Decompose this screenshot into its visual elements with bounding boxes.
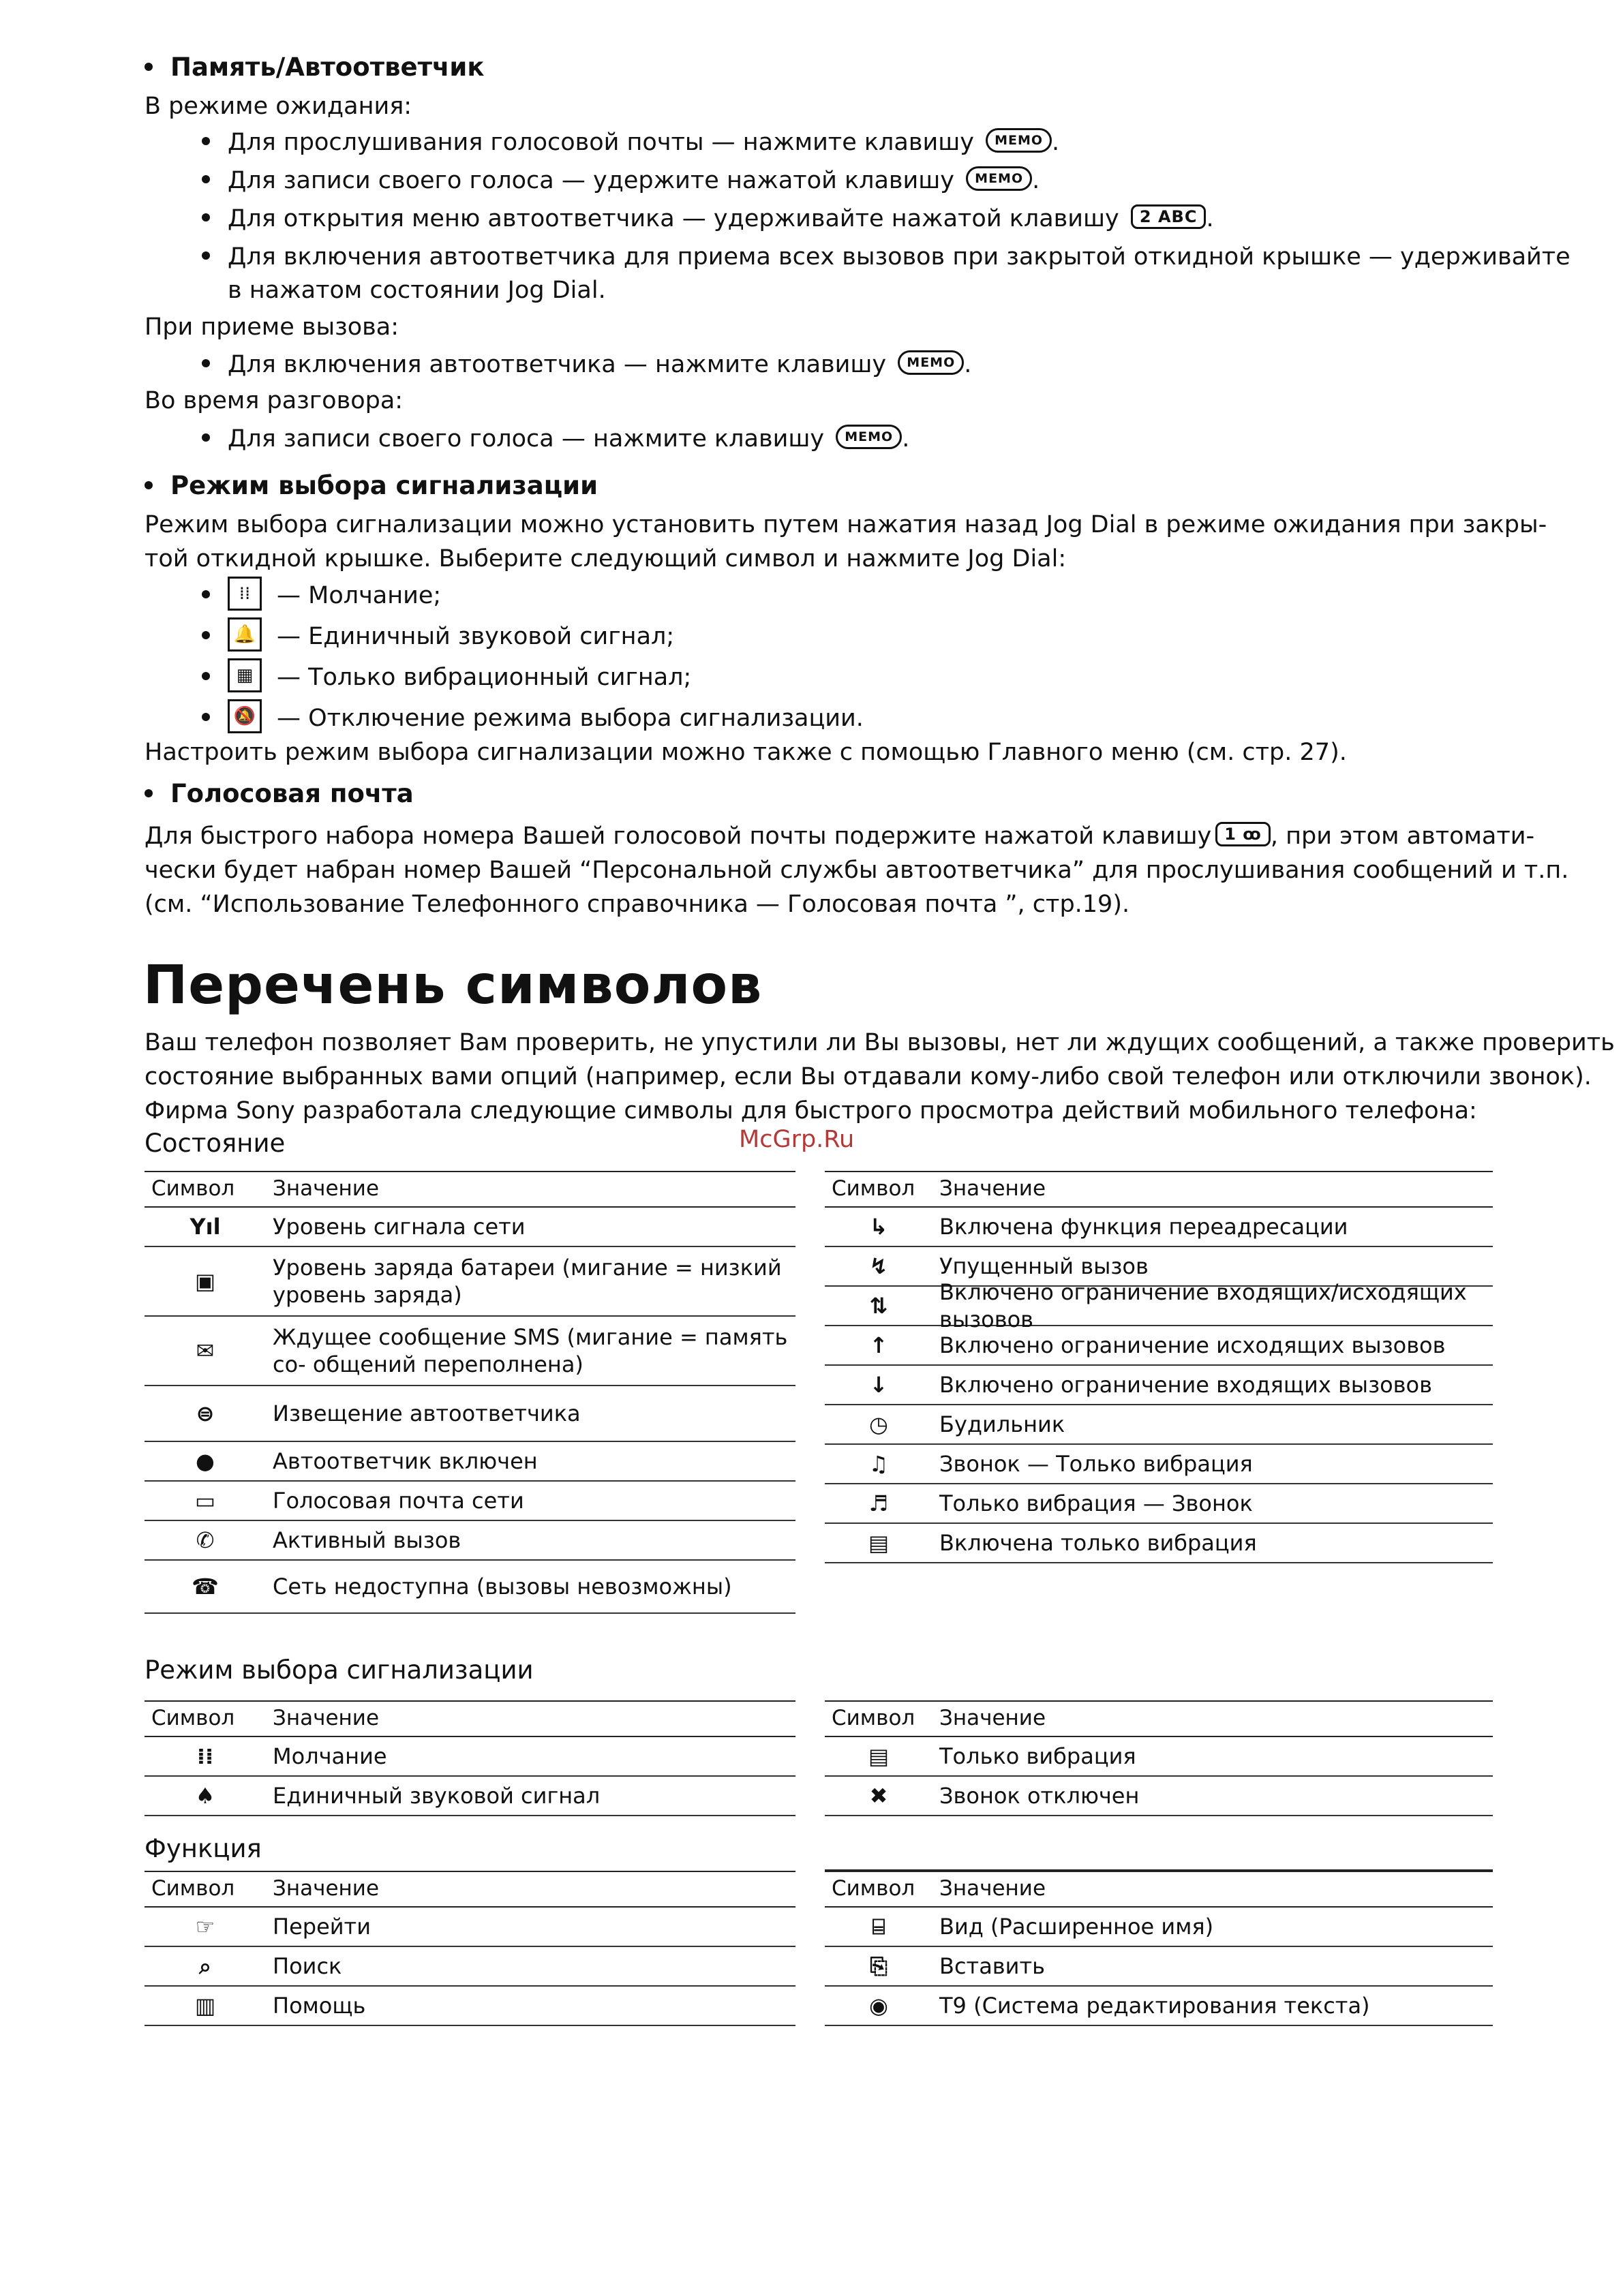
active-call-icon: ✆	[196, 1527, 215, 1553]
table-row	[825, 1326, 1493, 1366]
column-header-symbol: Символ	[151, 1706, 235, 1730]
symbol-meaning: Включено ограничение входящих вызовов	[939, 1372, 1432, 1398]
key-2abc-icon: 2 ABC	[1131, 204, 1207, 229]
alarm-icon: ◷	[869, 1411, 888, 1437]
vibrate-only-icon: ▦	[228, 658, 262, 692]
vibrate-on-icon: ▤	[868, 1530, 890, 1556]
key-1-voicemail-icon: 1 ꝏ	[1215, 822, 1271, 846]
alert-off-icon: 🔕	[228, 699, 262, 733]
silent-icon: ⁞⁞	[228, 577, 262, 611]
silent-icon: ⁞⁞	[196, 1743, 214, 1769]
table-row	[145, 1561, 795, 1614]
symbols-intro-3: Фирма Sony разработала следующие символы для быстрого просмотра действий мобильного телефона:	[145, 1097, 1477, 1124]
no-network-icon: ☎	[192, 1574, 219, 1599]
call-label: При приеме вызова:	[145, 313, 399, 341]
symbol-meaning: Звонок — Только вибрация	[939, 1451, 1253, 1477]
column-header-meaning: Значение	[939, 1176, 1046, 1201]
symbol-meaning: Молчание	[273, 1743, 387, 1769]
mode-table-left	[145, 1700, 795, 1816]
standby-item-2: Для записи своего голоса — удержите нажатой клавишу MEMO .	[202, 166, 1040, 196]
symbol-meaning: Уровень заряда батареи (мигание = низкий уровень заряда)	[273, 1255, 782, 1308]
function-table-right	[825, 1871, 1493, 2026]
insert-icon: ⎘	[870, 1953, 888, 1979]
search-icon: ⌕	[199, 1953, 211, 1979]
memo-key-icon: MEMO	[986, 128, 1052, 153]
table-row	[145, 1777, 795, 1816]
column-header-meaning: Значение	[939, 1706, 1046, 1730]
symbol-meaning: Извещение автоответчика	[273, 1400, 581, 1426]
column-header-meaning: Значение	[273, 1706, 380, 1730]
column-header-symbol: Символ	[832, 1706, 915, 1730]
symbol-meaning: Уровень сигнала сети	[273, 1214, 526, 1240]
memo-key-icon: MEMO	[836, 425, 902, 449]
symbol-meaning: Упущенный вызов	[939, 1253, 1149, 1279]
alert-mode-item-beep: 🔔 — Единичный звуковой сигнал;	[202, 620, 674, 654]
standby-item-4: Для включения автоответчика для приема всех вызовов при закрытой откидной крышке — удерживайте	[202, 242, 1571, 272]
table-row	[145, 1247, 795, 1317]
symbol-meaning: Только вибрация	[939, 1743, 1136, 1769]
column-header-symbol: Символ	[832, 1176, 915, 1201]
table-header	[145, 1171, 795, 1208]
table-header	[825, 1700, 1493, 1737]
symbol-meaning: Будильник	[939, 1411, 1065, 1437]
talk-label: Во время разговора:	[145, 387, 404, 414]
alert-mode-item-off: 🔕 — Отключение режима выбора сигнализации.	[202, 702, 864, 736]
battery-icon: ▣	[194, 1268, 216, 1294]
table-row	[145, 1386, 795, 1442]
table-row	[145, 1208, 795, 1247]
envelope-icon: ✉	[196, 1338, 215, 1364]
vibrate-then-ring-icon: ♬	[868, 1490, 889, 1516]
ring-then-vibrate-icon: ♫	[868, 1451, 889, 1477]
table-header	[145, 1871, 795, 1908]
symbol-meaning: Активный вызов	[273, 1527, 461, 1553]
status-table-right	[825, 1171, 1493, 1563]
go-to-icon: ☞	[195, 1914, 215, 1940]
mode-table-right	[825, 1700, 1493, 1816]
alert-mode-para-1: Режим выбора сигнализации можно установить путем нажатия назад Jog Dial в режиме ожидания при закры-	[145, 511, 1547, 538]
table-row	[825, 1947, 1493, 1987]
mode-label: Режим выбора сигнализации	[145, 1655, 534, 1685]
standby-item-4-line2: в нажатом состоянии Jog Dial.	[228, 277, 606, 304]
symbol-meaning: Звонок отключен	[939, 1783, 1140, 1809]
table-row	[825, 1366, 1493, 1405]
symbols-intro-2: состояние выбранных вами опций (например, если Вы отдавали кому-либо свой телефон или отключили звонок).	[145, 1063, 1592, 1090]
voicemail-heading: Голосовая почта	[145, 778, 414, 810]
table-row	[825, 1777, 1493, 1816]
table-row	[145, 1442, 795, 1482]
standby-item-1: Для прослушивания голосовой почты — нажмите клавишу MEMO .	[202, 127, 1059, 157]
symbol-meaning: Сеть недоступна (вызовы невозможны)	[273, 1574, 732, 1599]
table-header	[825, 1871, 1493, 1908]
bar-outgoing-icon: ↑	[869, 1332, 888, 1358]
column-header-meaning: Значение	[273, 1876, 380, 1901]
table-row	[825, 1524, 1493, 1563]
memory-heading: Память/Автоответчик	[145, 52, 484, 83]
symbols-intro-1: Ваш телефон позволяет Вам проверить, не упустили ли Вы вызовы, нет ли ждущих сообщений, а также проверить	[145, 1029, 1615, 1056]
view-extended-icon: ⌸	[872, 1913, 885, 1940]
symbol-meaning: Вставить	[939, 1953, 1045, 1979]
symbol-meaning: Ждущее сообщение SMS (мигание = память со- общений переполнена)	[273, 1324, 788, 1377]
table-row	[145, 1987, 795, 2026]
standby-item-3: Для открытия меню автоответчика — удерживайте нажатой клавишу 2 ABC .	[202, 204, 1214, 234]
single-beep-icon: 🔔	[228, 617, 262, 652]
table-row	[145, 1737, 795, 1777]
column-header-meaning: Значение	[273, 1176, 380, 1201]
call-item: Для включения автоответчика — нажмите клавишу MEMO .	[202, 350, 971, 380]
symbol-meaning: Включена только вибрация	[939, 1530, 1257, 1556]
bar-all-icon: ⇅	[869, 1293, 888, 1319]
alert-mode-para-2: той откидной крышке. Выберите следующий символ и нажмите Jog Dial:	[145, 545, 1067, 572]
symbol-meaning: Единичный звуковой сигнал	[273, 1783, 601, 1809]
single-beep-icon: ♠	[195, 1783, 215, 1809]
table-row	[825, 1987, 1493, 2026]
table-row	[825, 1445, 1493, 1484]
alert-mode-heading: Режим выбора сигнализации	[145, 470, 598, 502]
table-row	[825, 1279, 1493, 1332]
answering-on-icon: ●	[196, 1448, 215, 1474]
table-header	[145, 1700, 795, 1737]
table-row	[145, 1482, 795, 1521]
table-row	[825, 1737, 1493, 1777]
alert-mode-item-silent: ⁞⁞ — Молчание;	[202, 579, 441, 613]
symbol-meaning: Автоответчик включен	[273, 1448, 538, 1474]
column-header-symbol: Символ	[151, 1176, 235, 1201]
alert-mode-footer: Настроить режим выбора сигнализации можно также с помощью Главного меню (см. стр. 27).	[145, 739, 1347, 766]
ring-off-icon: ✖	[869, 1783, 888, 1809]
column-header-meaning: Значение	[939, 1876, 1046, 1901]
alert-mode-item-vibrate: ▦ — Только вибрационный сигнал;	[202, 661, 691, 695]
function-table-left	[145, 1871, 795, 2026]
symbol-meaning: Голосовая почта сети	[273, 1488, 524, 1514]
symbol-meaning: Только вибрация — Звонок	[939, 1490, 1253, 1516]
column-header-symbol: Символ	[151, 1876, 235, 1901]
symbol-meaning: Включено ограничение исходящих вызовов	[939, 1332, 1446, 1358]
symbol-meaning: Вид (Расширенное имя)	[939, 1914, 1214, 1940]
voicemail-line-1: Для быстрого набора номера Вашей голосовой почты подержите нажатой клавишу 1 ꝏ , при этом автомати-	[145, 823, 1535, 850]
memo-key-icon: MEMO	[898, 350, 964, 375]
watermark: McGrp.Ru	[739, 1126, 855, 1153]
symbol-meaning: Помощь	[273, 1993, 366, 2019]
table-row	[825, 1405, 1493, 1445]
page-title: Перечень символов	[143, 955, 763, 1016]
status-label: Состояние	[145, 1129, 286, 1158]
voicemail-line-3: (см. “Использование Телефонного справочника — Голосовая почта ”, стр.19).	[145, 891, 1130, 918]
table-row	[145, 1317, 795, 1386]
symbol-meaning: Включена функция переадресации	[939, 1214, 1348, 1240]
table-row	[825, 1484, 1493, 1524]
help-icon: ▥	[194, 1993, 216, 2019]
voicemail-line-2: чески будет набран номер Вашей “Персональной службы автоответчика” для прослушивания сообщений и т.п.	[145, 857, 1569, 884]
table-row	[145, 1908, 795, 1947]
table-row	[825, 1908, 1493, 1947]
standby-label: В режиме ожидания:	[145, 93, 412, 120]
symbol-meaning: Включено ограничение входящих/исходящих вызовов	[939, 1279, 1467, 1332]
memo-key-icon: MEMO	[966, 166, 1032, 191]
missed-call-icon: ↯	[869, 1253, 888, 1279]
call-forward-icon: ↳	[869, 1214, 888, 1240]
network-voicemail-icon: ▭	[194, 1488, 216, 1514]
symbol-meaning: Поиск	[273, 1953, 342, 1979]
answering-notice-icon: ⊜	[196, 1400, 215, 1426]
talk-item: Для записи своего голоса — нажмите клавишу MEMO .	[202, 424, 909, 454]
symbol-meaning: T9 (Система редактирования текста)	[939, 1993, 1370, 2019]
bar-incoming-icon: ↓	[869, 1372, 888, 1398]
table-header	[825, 1171, 1493, 1208]
column-header-symbol: Символ	[832, 1876, 915, 1901]
status-table-left	[145, 1171, 795, 1614]
t9-icon: ◉	[869, 1993, 888, 2019]
symbol-meaning: Перейти	[273, 1914, 371, 1940]
vibrate-only-icon: ▤	[868, 1743, 890, 1769]
signal-strength-icon: Yıl	[189, 1214, 221, 1240]
table-row	[145, 1947, 795, 1987]
table-row	[825, 1208, 1493, 1247]
table-row	[145, 1521, 795, 1561]
function-label: Функция	[145, 1834, 262, 1863]
